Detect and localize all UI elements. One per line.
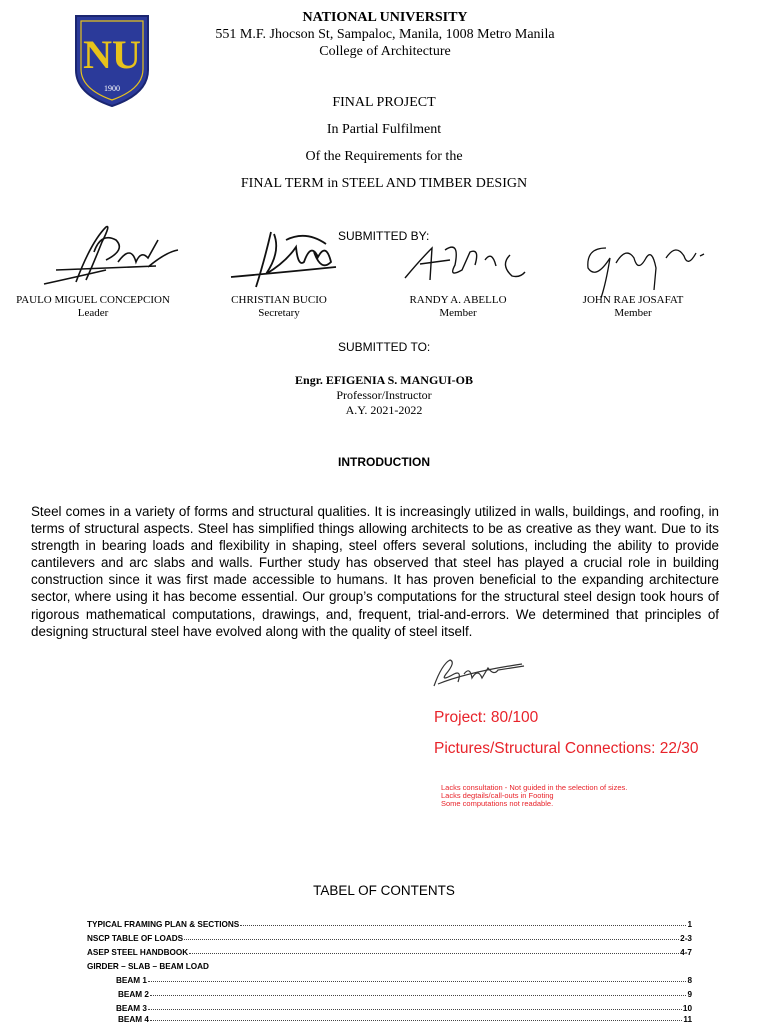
pictures-grade: Pictures/Structural Connections: 22/30 — [434, 740, 699, 757]
toc-item-label: BEAM 4 — [118, 1015, 149, 1024]
college-name: College of Architecture — [319, 44, 451, 59]
toc-leader — [150, 995, 687, 996]
title-line-3: Of the Requirements for the — [305, 149, 463, 164]
university-name: NATIONAL UNIVERSITY — [302, 10, 468, 25]
toc-item-label: GIRDER – SLAB – BEAM LOAD — [87, 962, 209, 971]
introduction-heading: INTRODUCTION — [338, 455, 430, 469]
toc-leader — [184, 939, 679, 940]
member-abello — [363, 294, 553, 320]
toc-item — [116, 972, 692, 985]
member-leader — [0, 294, 188, 320]
remark-1: Lacks consultation - Not guided in the selection of sizes. — [441, 783, 628, 792]
member-signature-abello — [400, 230, 550, 300]
toc-item-label: NSCP TABLE OF LOADS — [87, 934, 184, 943]
remark-2: Lacks degtails/call-outs in Footing — [441, 791, 554, 800]
toc-item-page: 10 — [682, 1004, 692, 1013]
member-name: PAULO MIGUEL CONCEPCION — [16, 294, 170, 306]
toc-item — [118, 986, 692, 999]
academic-year: A.Y. 2021-2022 — [345, 403, 423, 417]
submitted-to-label: SUBMITTED TO: — [338, 340, 431, 354]
title-line-2: In Partial Fulfilment — [326, 122, 442, 137]
title-line-1: FINAL PROJECT — [332, 95, 436, 110]
toc-item — [87, 944, 692, 957]
toc-item-page: 4-7 — [680, 948, 692, 957]
remark-3: Some computations not readable. — [441, 799, 554, 808]
member-role: Member — [439, 307, 477, 319]
instructor-signature — [428, 654, 528, 692]
toc-item-label: BEAM 1 — [116, 976, 147, 985]
toc-leader — [240, 925, 686, 926]
toc-item-label: TYPICAL FRAMING PLAN & SECTIONS — [87, 920, 240, 929]
university-logo — [72, 10, 152, 108]
leader-signature — [36, 222, 186, 292]
member-name: RANDY A. ABELLO — [409, 294, 507, 306]
toc-item-page: 11 — [683, 1015, 692, 1024]
toc-title: TABEL OF CONTENTS — [313, 883, 455, 898]
member-role: Secretary — [258, 307, 300, 319]
member-role: Member — [614, 307, 652, 319]
university-address: 551 M.F. Jhocson St, Sampaloc, Manila, 1008 Metro Manila — [215, 27, 555, 42]
secretary-signature — [226, 222, 376, 292]
toc-item-page: 2-3 — [680, 934, 692, 943]
toc-leader — [150, 1020, 682, 1021]
svg-text:1900: 1900 — [104, 84, 120, 93]
title-line-4: FINAL TERM in STEEL AND TIMBER DESIGN — [240, 176, 528, 191]
toc-item — [87, 930, 692, 943]
member-name: CHRISTIAN BUCIO — [231, 294, 327, 306]
toc-item-label: ASEP STEEL HANDBOOK — [87, 948, 189, 957]
toc-leader — [148, 1009, 682, 1010]
toc-item-page: 9 — [687, 990, 692, 999]
toc-item-label: BEAM 2 — [118, 990, 149, 999]
member-role: Leader — [77, 307, 109, 319]
toc-item-label: BEAM 3 — [116, 1004, 147, 1013]
toc-leader — [148, 981, 687, 982]
member-name: JOHN RAE JOSAFAT — [582, 294, 684, 306]
submitted-by-label: SUBMITTED BY: — [338, 229, 430, 243]
toc-item-page: 1 — [687, 920, 692, 929]
toc-section-heading — [87, 958, 692, 971]
toc-item — [87, 916, 692, 929]
member-josafat — [538, 294, 728, 320]
introduction-body: Steel comes in a variety of forms and structural qualities. It is increasingly utilized in walls, buildings, and roofing, in terms of structural aspects. Steel has simplified things allowing architects to be as creative as they want. Due to its strength in bearing loads and flexibility in shaping, steel offers several solutions, including the ability to provide cantilevers and arc slabs and walls. Further study has observed that steel has played a crucial role in building construction since it was first made accessible to humans. It has proven beneficial to the expanding architecture sector, where using it has become essential. Our group’s computations for the structural steel design took hours of rigorous mathematical computations, drawings, and, frequent, trial-and-errors. We determined that principles of designing structural steel have evolved along with the quality of steel itself. — [31, 504, 719, 639]
toc-leader — [189, 953, 679, 954]
instructor-name: Engr. EFIGENIA S. MANGUI-OB — [295, 373, 473, 387]
toc-item-page: 8 — [687, 976, 692, 985]
member-signature-josafat — [576, 228, 726, 298]
project-grade: Project: 80/100 — [434, 709, 539, 726]
member-secretary — [184, 294, 374, 320]
instructor-title: Professor/Instructor — [336, 388, 432, 402]
toc-item — [118, 1011, 692, 1024]
svg-text:NU: NU — [83, 32, 141, 77]
